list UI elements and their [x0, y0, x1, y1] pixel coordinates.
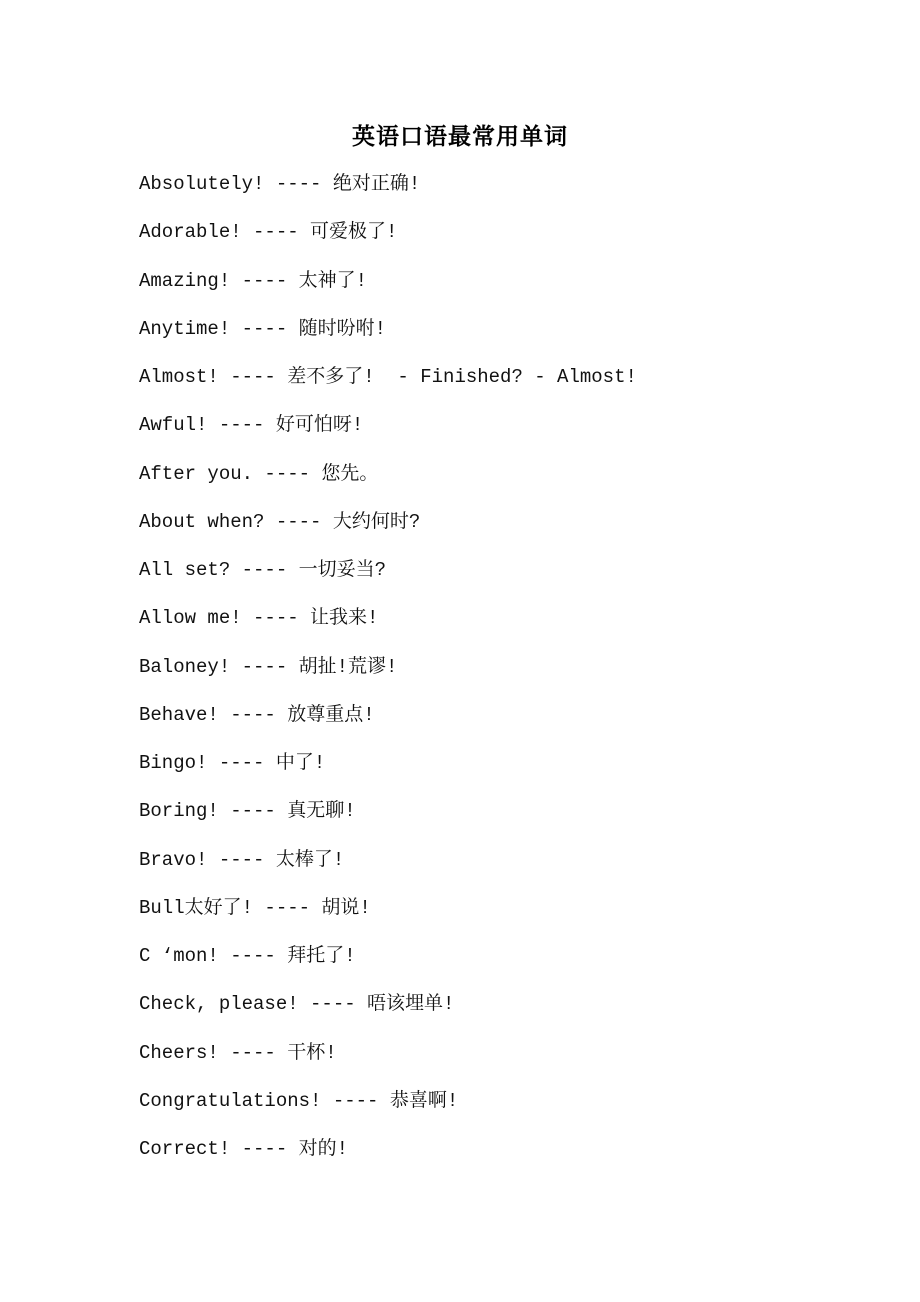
phrase-entry: Boring! ---- 真无聊! [139, 800, 356, 823]
phrase-entry: Bingo! ---- 中了! [139, 752, 326, 774]
phrase-entry: Amazing! ---- 太神了! [139, 269, 368, 292]
phrase-entry: Anytime! ---- 随时吩咐! [139, 317, 387, 340]
phrase-entry: Bull太好了! ---- 胡说! [139, 896, 371, 919]
phrase-list [139, 170, 879, 1183]
phrase-entry: Adorable! ---- 可爱极了! [139, 221, 398, 244]
phrase-entry: Behave! ---- 放尊重点! [139, 703, 375, 726]
phrase-entry: Allow me! ---- 让我来! [139, 607, 379, 630]
phrase-entry: Bravo! ---- 太棒了! [139, 848, 345, 871]
phrase-entry: About when? ---- 大约何时? [139, 510, 421, 533]
phrase-entry: All set? ---- 一切妥当? [139, 559, 387, 581]
phrase-entry: Cheers! ---- 干杯! [139, 1041, 337, 1064]
phrase-entry: Baloney! ---- 胡扯!荒谬! [139, 655, 398, 678]
phrase-entry: C ‘mon! ---- 拜托了! [139, 945, 356, 967]
phrase-entry: Absolutely! ---- 绝对正确! [139, 173, 421, 195]
phrase-entry: After you. ---- 您先。 [139, 462, 379, 485]
phrase-entry: Awful! ---- 好可怕呀! [139, 414, 364, 437]
phrase-entry: Correct! ---- 对的! [139, 1138, 349, 1160]
phrase-entry: Check, please! ---- 唔该埋单! [139, 993, 455, 1016]
phrase-entry: Congratulations! ---- 恭喜啊! [139, 1089, 459, 1112]
phrase-entry: Almost! ---- 差不多了! - Finished? - Almost! [139, 366, 637, 388]
page-title: 英语口语最常用单词 [352, 123, 568, 150]
